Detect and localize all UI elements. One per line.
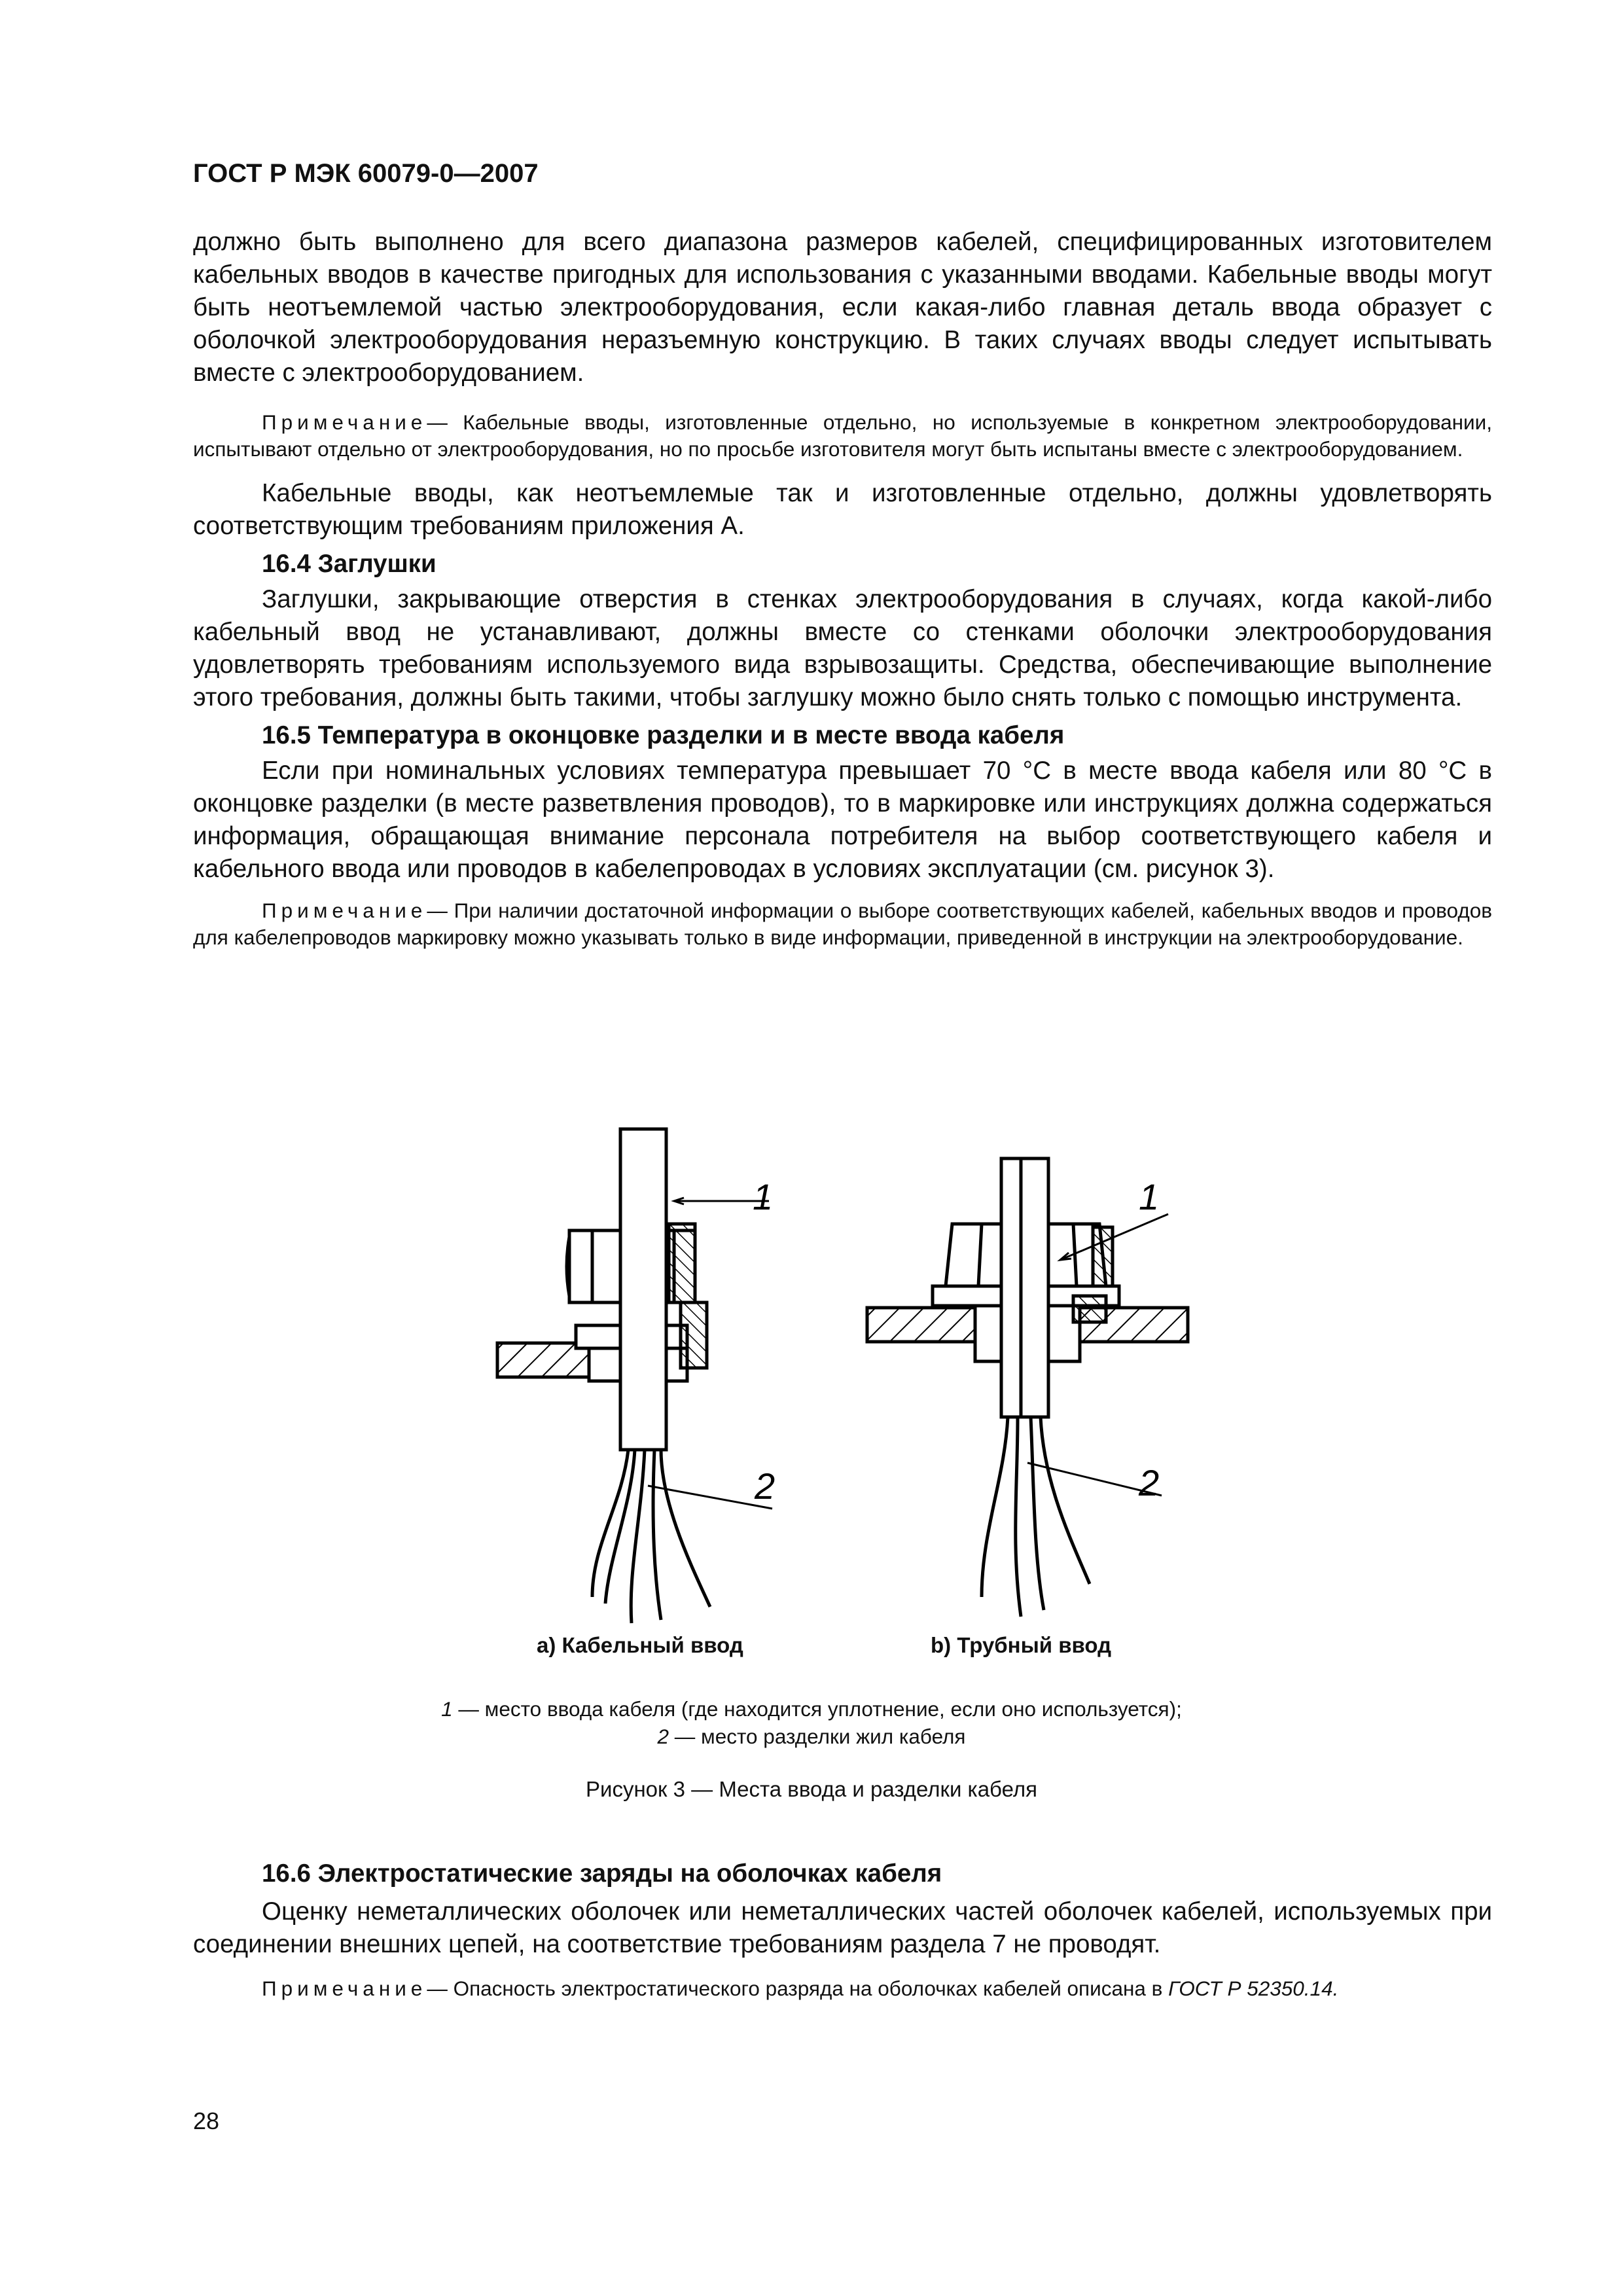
paragraph-16-5: Если при номинальных условиях температура превышает 70 °С в месте ввода кабеля или 80 °С в оконцовке разделки (в месте разветвления проводов), то в маркировке или инструкциях должна содержаться информация, обращающая внимание персонала потребителя на выбор соответствующего кабеля и кабельного ввода или проводов в кабелепроводах в условиях эксплуатации (см. рисунок 3). xyxy=(193,757,1492,883)
figure-label-a: а) Кабельный ввод xyxy=(537,1633,743,1657)
heading-16-4: 16.4 Заглушки xyxy=(262,550,437,578)
conduit-entry-drawing xyxy=(867,1158,1188,1617)
paragraph-16-4: Заглушки, закрывающие отверстия в стенках электрооборудования в случаях, когда какой-либо кабельный ввод не устанавливают, должны вместе со стенками оболочки электрооборудования удовлетворять требованиям используемого вида взрывозащиты. Средства, обеспечивающие выполнение этого требования, должны быть такими, чтобы заглушку можно было снять только с помощью инструмента. xyxy=(193,585,1492,711)
note-text: — Кабельные вводы, изготовленные отдельно, но используемые в конкретном электрооборудовании, испытывают отдельно от электрооборудования, но по просьбе изготовителя могут быть испытаны вместе с электрооборудованием. xyxy=(193,410,1492,461)
note-16-6 xyxy=(193,1975,1492,2002)
figure-label-b: b) Трубный ввод xyxy=(931,1633,1112,1657)
note-text: — При наличии достаточной информации о выборе соответствующих кабелей, кабельных вводов и проводов для кабелепроводов маркировку можно указывать только в виде информации, приведенной в инструкции на электрооборудование. xyxy=(193,899,1492,949)
callout-2-a: 2 xyxy=(755,1465,776,1507)
figure-title: Рисунок 3 — Места ввода и разделки кабеля xyxy=(586,1777,1037,1801)
note-reference: ГОСТ Р 52350.14. xyxy=(1168,1977,1339,2000)
note-label: Примечание xyxy=(262,1977,427,2000)
lower-text-block xyxy=(193,1857,1492,2002)
note-label: Примечание xyxy=(262,899,427,922)
paragraph-16-3-cont: должно быть выполнено для всего диапазона размеров кабелей, специфицированных изготовителем кабельных вводов в качестве пригодных для использования с указанными вводами. Кабельные вводы могут быть неотъемлемой частью электрооборудования, если какая-либо главная деталь ввода образует с оболочкой электрооборудования неразъемную конструкцию. В таких случаях вводы следует испытывать вместе с электрооборудованием. xyxy=(193,228,1492,387)
cable-gland-drawing xyxy=(497,1129,772,1623)
figure-legend-2 xyxy=(0,1723,1623,1750)
note-16-3 xyxy=(193,409,1492,463)
running-header: ГОСТ Р МЭК 60079-0—2007 xyxy=(193,159,539,188)
callout-1-b: 1 xyxy=(1139,1176,1160,1217)
figure-legend-1 xyxy=(0,1695,1623,1723)
page-number: 28 xyxy=(193,2108,220,2134)
note-label: Примечание xyxy=(262,410,427,434)
paragraph-16-3-annex: Кабельные вводы, как неотъемлемые так и изготовленные отдельно, должны удовлетворять соответствующим требованиям приложения А. xyxy=(193,479,1492,540)
legend-text: — место ввода кабеля (где находится уплотнение, если оно используется); xyxy=(452,1697,1182,1721)
paragraph-16-6: Оценку неметаллических оболочек или неметаллических частей оболочек кабелей, используемых при соединении внешних цепей, на соответствие требованиям раздела 7 не проводят. xyxy=(193,1897,1492,1958)
upper-text-block xyxy=(193,226,1492,951)
figure-3-drawing xyxy=(0,1100,1623,1689)
figure-3 xyxy=(0,1100,1623,1689)
callout-2-b: 2 xyxy=(1139,1462,1160,1503)
heading-16-6: 16.6 Электростатические заряды на оболочках кабеля xyxy=(262,1859,942,1888)
legend-text: — место разделки жил кабеля xyxy=(669,1725,966,1748)
note-text: — Опасность электростатического разряда на оболочках кабелей описана в xyxy=(427,1977,1163,2000)
legend-number: 2 xyxy=(657,1725,669,1748)
callout-1-a: 1 xyxy=(753,1176,774,1217)
note-16-5 xyxy=(193,897,1492,951)
legend-number: 1 xyxy=(441,1697,453,1721)
heading-16-5: 16.5 Температура в оконцовке разделки и в месте ввода кабеля xyxy=(262,721,1065,749)
